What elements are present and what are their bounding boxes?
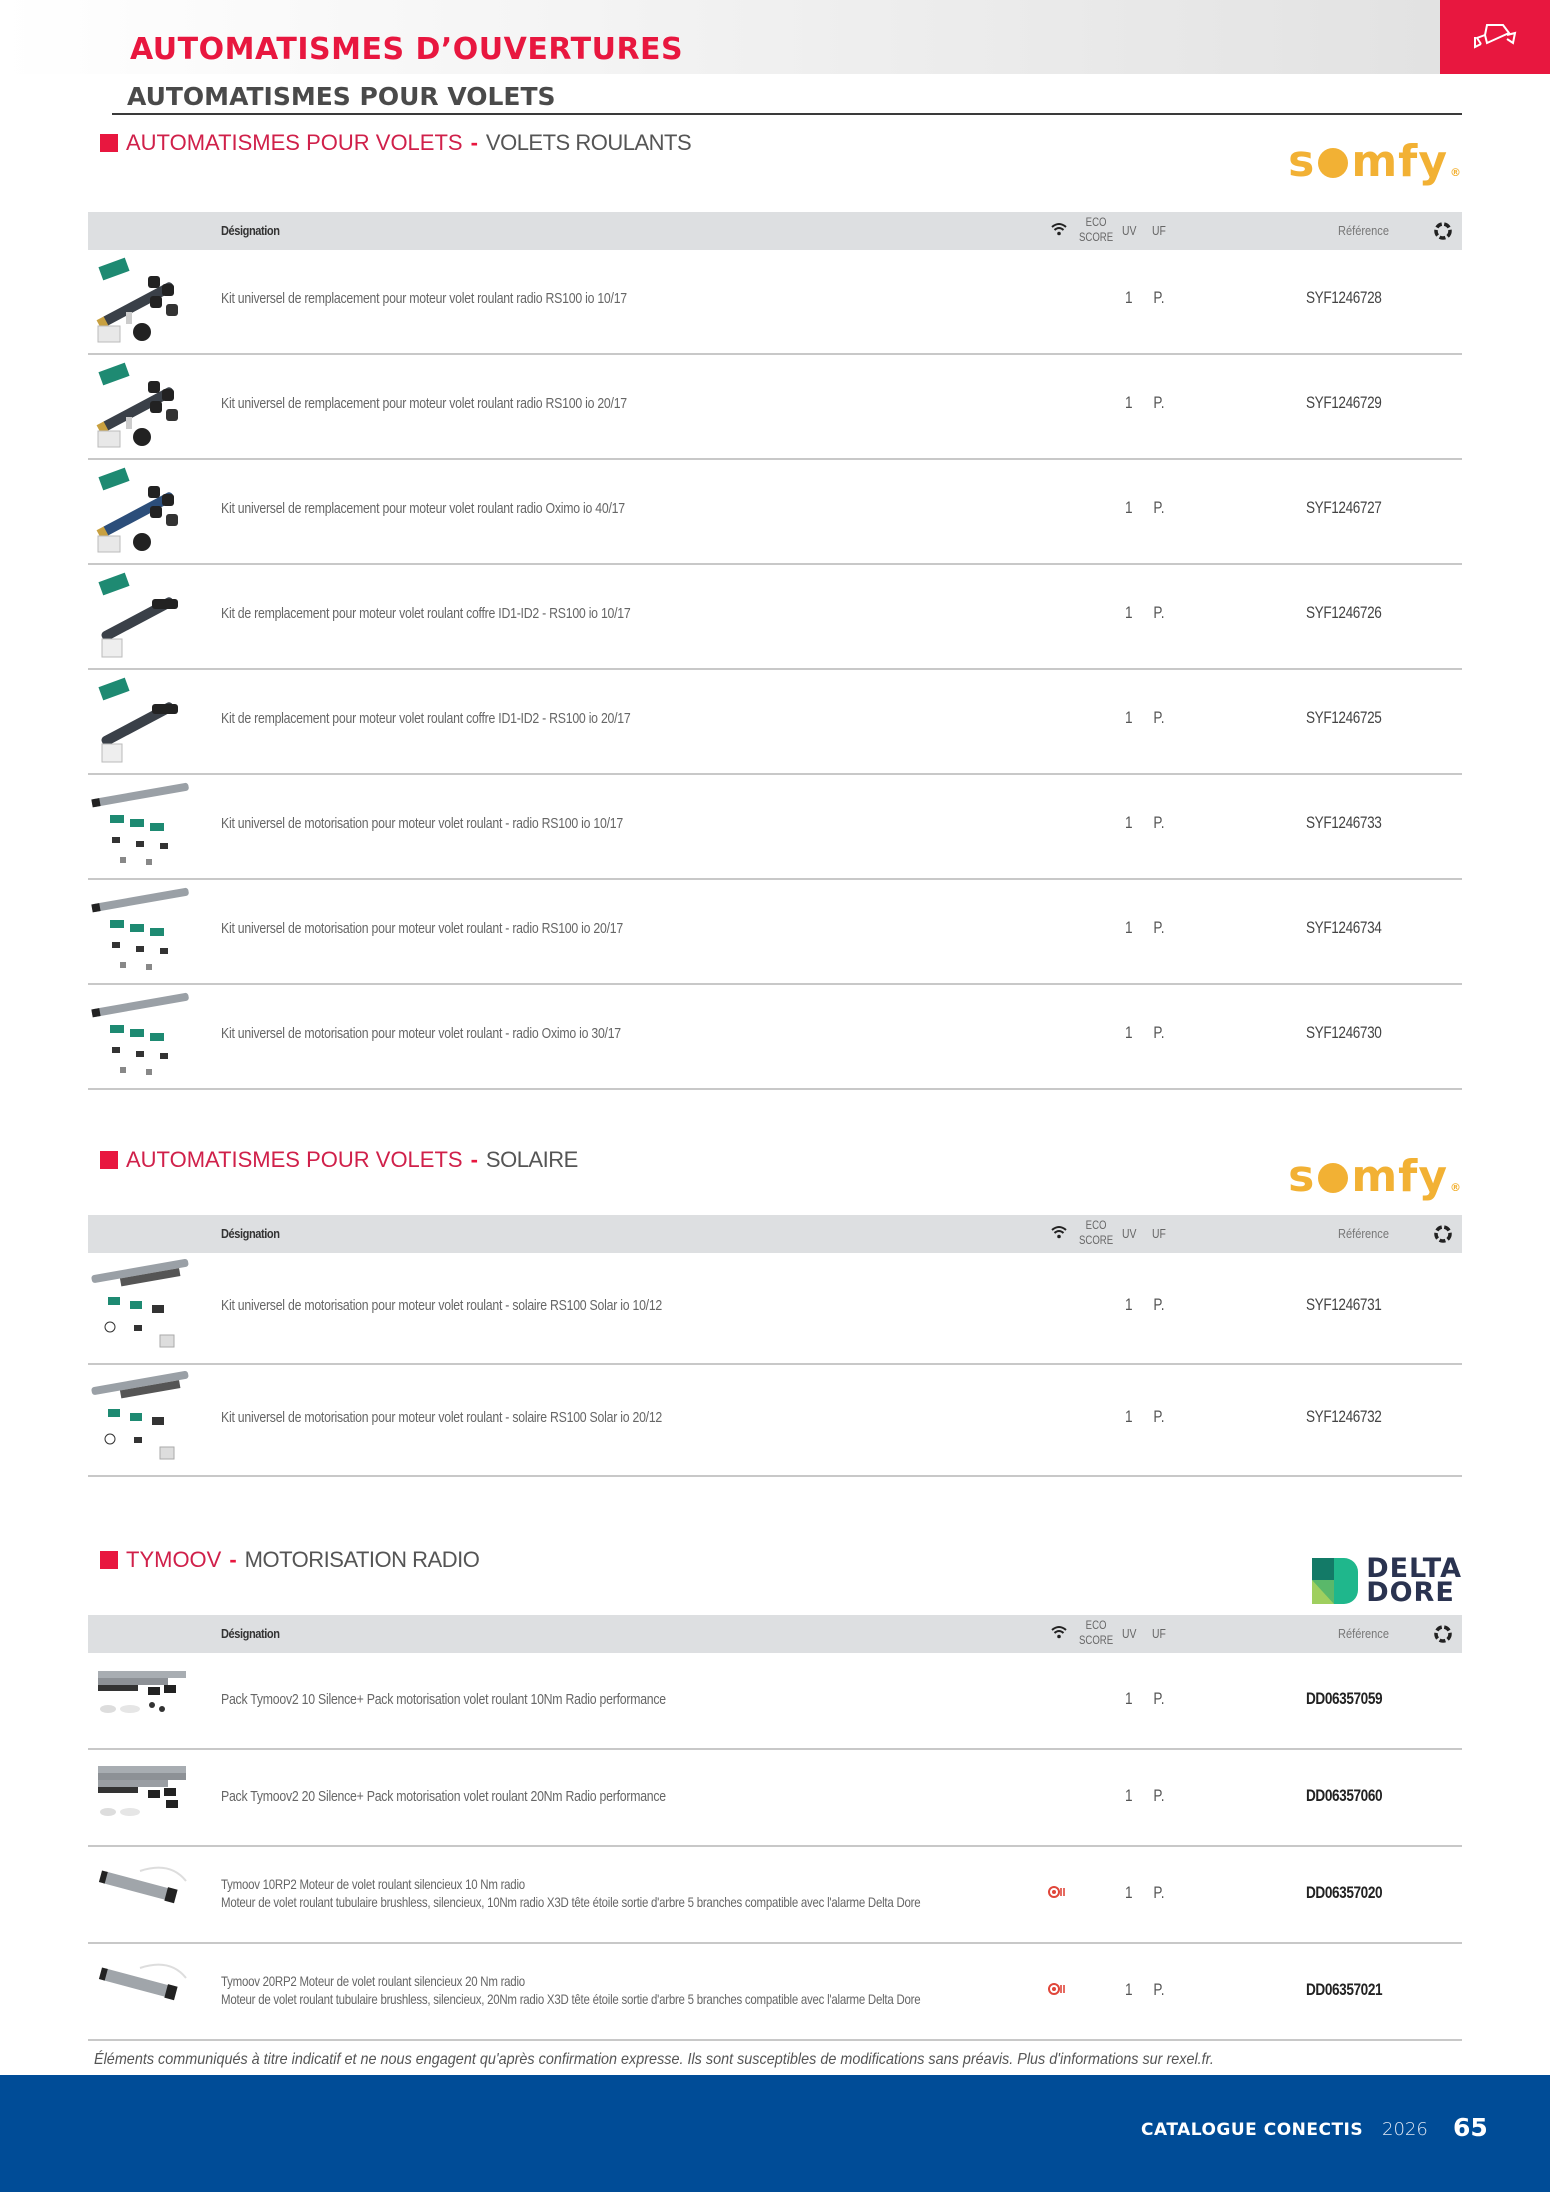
- product-image-kit: [90, 569, 194, 665]
- eco-score-header: ECO SCORE: [1079, 215, 1114, 244]
- product-image-tubular-motor: [90, 1851, 194, 1947]
- product-image-solar-kit: [90, 1369, 194, 1465]
- table-header: Désignation ECO SCORE UV UF Référence: [88, 212, 1462, 250]
- table-row[interactable]: Tymoov 20RP2 Moteur de volet roulant silencieux 20 Nm radio Moteur de volet roulant tubulaire brushless, silencieux, 20Nm radio X3D tête étoile sortie d'arbre 5 branches compatible avec l'alarme Delta Dore 1 P. DD06357021: [88, 1944, 1462, 2041]
- designation: Kit universel de motorisation pour moteur volet roulant - radio RS100 io 20/17: [221, 920, 623, 937]
- table-row[interactable]: Kit universel de remplacement pour moteur volet roulant radio Oximo io 40/17 1 P. SYF1246727: [88, 460, 1462, 565]
- bullet-square: [100, 134, 118, 152]
- security-camera-icon: [1473, 23, 1517, 51]
- table-row[interactable]: Kit universel de motorisation pour moteur volet roulant - solaire RS100 Solar io 20/12 1 P. SYF1246732: [88, 1365, 1462, 1477]
- wifi-icon: [1051, 222, 1067, 239]
- page-sub-title: AUTOMATISMES POUR VOLETS: [127, 82, 556, 111]
- table-row[interactable]: Kit universel de remplacement pour moteur volet roulant radio RS100 io 10/17 1 P. SYF1246728: [88, 250, 1462, 355]
- disclaimer: Éléments communiqués à titre indicatif et ne nous engagent qu'après confirmation expresse. Ils sont susceptibles de modifications sans préavis. Plus d'informations sur rexel.fr.: [94, 2051, 1214, 2068]
- section-volets-roulants: [88, 130, 1462, 1090]
- reference[interactable]: DD06357021: [1306, 1980, 1383, 1999]
- product-image-pack: [90, 1657, 194, 1753]
- designation: Kit universel de remplacement pour moteur volet roulant radio RS100 io 20/17: [221, 395, 627, 412]
- product-image-tubular-motor: [90, 1948, 194, 2044]
- designation: Kit de remplacement pour moteur volet roulant coffre ID1-ID2 - RS100 io 20/17: [221, 710, 631, 727]
- page-main-title: AUTOMATISMES D’OUVERTURES: [130, 32, 684, 67]
- product-image-motor-kit: [90, 989, 194, 1085]
- table-row[interactable]: Tymoov 10RP2 Moteur de volet roulant silencieux 10 Nm radio Moteur de volet roulant tubulaire brushless, silencieux, 10Nm radio X3D tête étoile sortie d'arbre 5 branches compatible avec l'alarme Delta Dore 1 P. DD06357020: [88, 1847, 1462, 1944]
- designation: Kit universel de motorisation pour moteur volet roulant - solaire RS100 Solar io 10/12: [221, 1297, 663, 1314]
- designation: Pack Tymoov2 20 Silence+ Pack motorisation volet roulant 20Nm Radio performance: [221, 1788, 666, 1805]
- table-row[interactable]: Kit universel de motorisation pour moteur volet roulant - radio Oximo io 30/17 1 P. SYF1246730: [88, 985, 1462, 1090]
- reference[interactable]: SYF1246726: [1306, 603, 1382, 622]
- designation: Kit de remplacement pour moteur volet roulant coffre ID1-ID2 - RS100 io 10/17: [221, 605, 631, 622]
- product-image-solar-kit: [90, 1257, 194, 1353]
- designation: Tymoov 20RP2 Moteur de volet roulant silencieux 20 Nm radio Moteur de volet roulant tubulaire brushless, silencieux, 20Nm radio X3D tête étoile sortie d'arbre 5 branches compatible avec l'alarme Delta Dore: [221, 1973, 921, 2007]
- reference[interactable]: DD06357059: [1306, 1689, 1383, 1708]
- product-image-pack: [90, 1754, 194, 1850]
- bullet-square: [100, 1551, 118, 1569]
- table-header: Désignation ECO SCORE UV UF Référence: [88, 1615, 1462, 1653]
- reference[interactable]: SYF1246734: [1306, 918, 1382, 937]
- recycle-icon: [1434, 1225, 1452, 1246]
- divider: [112, 113, 1462, 115]
- reference[interactable]: SYF1246731: [1306, 1295, 1382, 1314]
- section-tymoov: [88, 1547, 1462, 2041]
- category-tab: [1440, 0, 1550, 74]
- table-row[interactable]: Kit de remplacement pour moteur volet roulant coffre ID1-ID2 - RS100 io 10/17 1 P. SYF1246726: [88, 565, 1462, 670]
- wifi-icon: [1051, 1625, 1067, 1642]
- product-image-kit: [90, 674, 194, 770]
- alarm-compatible-icon: [1048, 1885, 1066, 1904]
- product-image-kit: [90, 464, 194, 560]
- table-row[interactable]: Kit universel de motorisation pour moteur volet roulant - radio RS100 io 20/17 1 P. SYF1246734: [88, 880, 1462, 985]
- product-image-motor-kit: [90, 779, 194, 875]
- delta-dore-mark-icon: [1312, 1558, 1358, 1604]
- reference[interactable]: SYF1246725: [1306, 708, 1382, 727]
- table-row[interactable]: Pack Tymoov2 20 Silence+ Pack motorisation volet roulant 20Nm Radio performance 1 P. DD06357060: [88, 1750, 1462, 1847]
- reference[interactable]: SYF1246729: [1306, 393, 1382, 412]
- delta-dore-logo: DELTA DORE: [1312, 1557, 1462, 1605]
- recycle-icon: [1434, 1625, 1452, 1646]
- table-row[interactable]: Kit universel de remplacement pour moteur volet roulant radio RS100 io 20/17 1 P. SYF1246729: [88, 355, 1462, 460]
- wifi-icon: [1051, 1225, 1067, 1242]
- section-solaire: [88, 1147, 1462, 1477]
- table-header: Désignation ECO SCORE UV UF Référence: [88, 1215, 1462, 1253]
- reference[interactable]: SYF1246727: [1306, 498, 1382, 517]
- page-number: 65: [1453, 2113, 1488, 2142]
- designation: Pack Tymoov2 10 Silence+ Pack motorisation volet roulant 10Nm Radio performance: [221, 1691, 666, 1708]
- table-row[interactable]: Kit universel de motorisation pour moteur volet roulant - solaire RS100 Solar io 10/12 1 P. SYF1246731: [88, 1253, 1462, 1365]
- bullet-square: [100, 1151, 118, 1169]
- reference[interactable]: SYF1246730: [1306, 1023, 1382, 1042]
- table-row[interactable]: Kit de remplacement pour moteur volet roulant coffre ID1-ID2 - RS100 io 20/17 1 P. SYF1246725: [88, 670, 1462, 775]
- alarm-compatible-icon: [1048, 1982, 1066, 2001]
- footer: [0, 2075, 1550, 2192]
- reference[interactable]: SYF1246733: [1306, 813, 1382, 832]
- designation: Kit universel de motorisation pour moteur volet roulant - radio RS100 io 10/17: [221, 815, 623, 832]
- catalogue-name: CATALOGUE CONECTIS: [1141, 2120, 1364, 2140]
- somfy-logo: s mfy ®: [1288, 136, 1462, 187]
- product-image-kit: [90, 359, 194, 455]
- reference[interactable]: DD06357060: [1306, 1786, 1383, 1805]
- designation: Kit universel de motorisation pour moteur volet roulant - solaire RS100 Solar io 20/12: [221, 1409, 663, 1426]
- recycle-icon: [1434, 222, 1452, 243]
- designation: Tymoov 10RP2 Moteur de volet roulant silencieux 10 Nm radio Moteur de volet roulant tubulaire brushless, silencieux, 10Nm radio X3D tête étoile sortie d'arbre 5 branches compatible avec l'alarme Delta Dore: [221, 1876, 921, 1910]
- table-row[interactable]: Kit universel de motorisation pour moteur volet roulant - radio RS100 io 10/17 1 P. SYF1246733: [88, 775, 1462, 880]
- reference[interactable]: DD06357020: [1306, 1883, 1383, 1902]
- product-image-motor-kit: [90, 884, 194, 980]
- reference[interactable]: SYF1246728: [1306, 288, 1382, 307]
- product-image-kit: [90, 254, 194, 350]
- designation: Kit universel de remplacement pour moteur volet roulant radio Oximo io 40/17: [221, 500, 625, 517]
- designation: Kit universel de remplacement pour moteur volet roulant radio RS100 io 10/17: [221, 290, 627, 307]
- reference[interactable]: SYF1246732: [1306, 1407, 1382, 1426]
- section-title: AUTOMATISMES POUR VOLETS - VOLETS ROULANTS: [100, 130, 691, 156]
- catalogue-year: 2026: [1382, 2119, 1428, 2140]
- eco-score-header: ECO SCORE: [1079, 1618, 1114, 1647]
- somfy-logo: s mfy ®: [1288, 1151, 1462, 1202]
- section-title: TYMOOV - MOTORISATION RADIO: [100, 1547, 479, 1573]
- eco-score-header: ECO SCORE: [1079, 1218, 1114, 1247]
- section-title: AUTOMATISMES POUR VOLETS - SOLAIRE: [100, 1147, 578, 1173]
- table-row[interactable]: Pack Tymoov2 10 Silence+ Pack motorisation volet roulant 10Nm Radio performance 1 P. DD06357059: [88, 1653, 1462, 1750]
- designation: Kit universel de motorisation pour moteur volet roulant - radio Oximo io 30/17: [221, 1025, 621, 1042]
